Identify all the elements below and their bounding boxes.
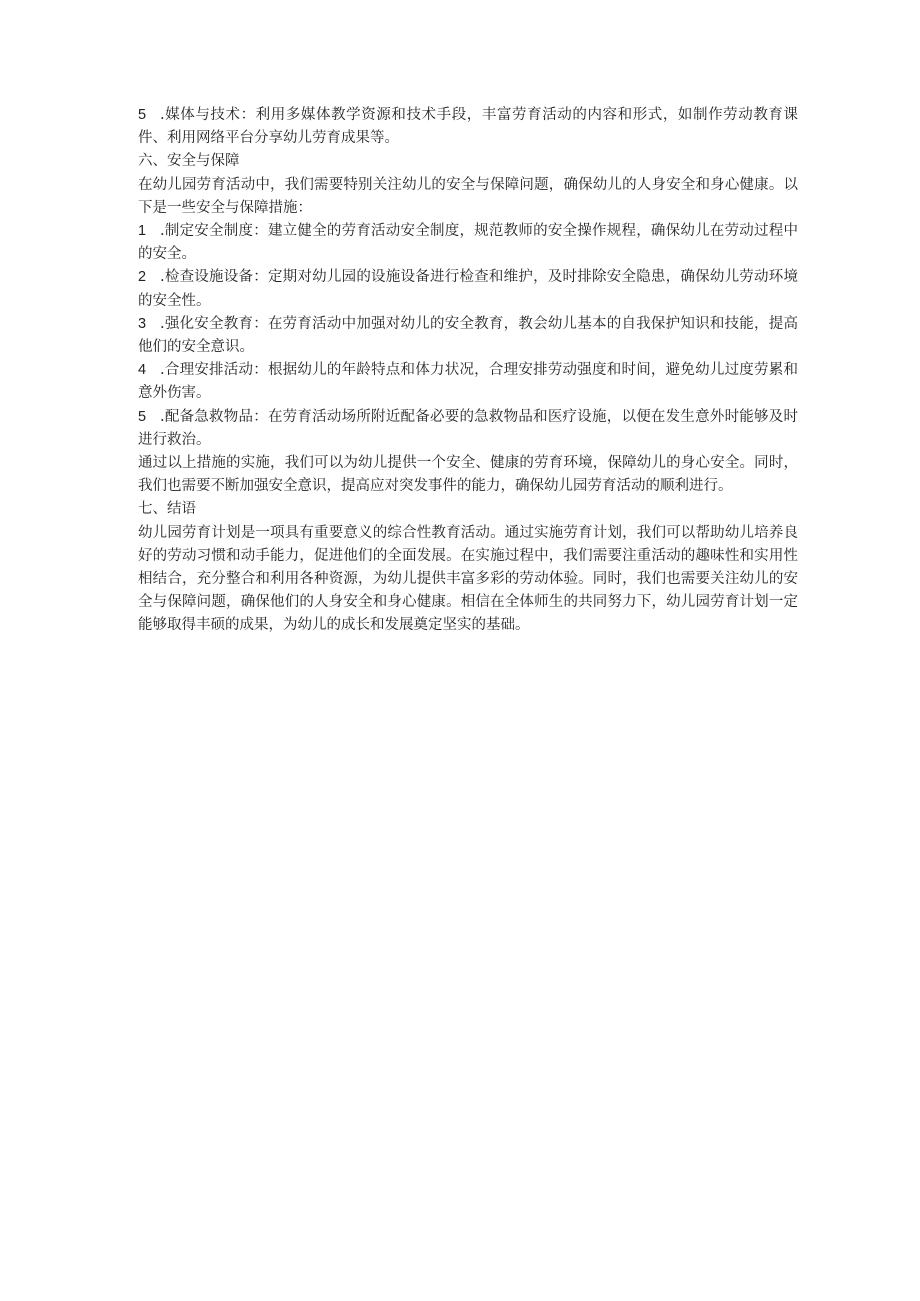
paragraph-text: .合理安排活动：根据幼儿的年龄特点和体力状况，合理安排劳动强度和时间，避免幼儿过度劳累和意外伤害。 (138, 362, 798, 402)
section-heading-safety: 六、安全与保障 (138, 153, 240, 170)
list-item-media-tech (138, 104, 798, 150)
list-item-facility-check (138, 266, 798, 312)
list-item-safety-education (138, 313, 798, 359)
list-item-safety-system (138, 220, 798, 266)
paragraph-text: .配备急救物品：在劳育活动场所附近配备必要的急救物品和医疗设施，以便在发生意外时能够及时进行救治。 (138, 408, 798, 448)
paragraph-text: .强化安全教育：在劳育活动中加强对幼儿的安全教育，教会幼儿基本的自我保护知识和技能，提高他们的安全意识。 (138, 315, 798, 356)
paragraph-text: .媒体与技术：利用多媒体教学资源和技术手段，丰富劳育活动的内容和形式，如制作劳动教育课件、利用网络平台分享幼儿劳育成果等。 (138, 107, 798, 147)
list-number: 4 (138, 362, 147, 379)
list-item-activity-arrangement (138, 359, 798, 405)
list-number: 5 (138, 107, 147, 123)
paragraph-text: .检查设施设备：定期对幼儿园的设施设备进行检查和维护，及时排除安全隐患，确保幼儿劳动环境的安全性。 (138, 269, 798, 309)
list-number: 1 (138, 223, 147, 240)
list-item-first-aid (138, 406, 798, 452)
paragraph-safety-summary: 通过以上措施的实施，我们可以为幼儿提供一个安全、健康的劳育环境，保障幼儿的身心安全。同时，我们也需要不断加强安全意识，提高应对突发事件的能力，确保幼儿园劳育活动的顺利进行。 (138, 455, 798, 495)
list-number: 2 (138, 269, 147, 286)
section-heading-conclusion: 七、结语 (138, 501, 196, 518)
paragraph-conclusion: 幼儿园劳育计划是一项具有重要意义的综合性教育活动。通过实施劳育计划，我们可以帮助幼儿培养良好的劳动习惯和动手能力，促进他们的全面发展。在实施过程中，我们需要注重活动的趣味性和实用性相结合，充分整合和利用各种资源，为幼儿提供丰富多彩的劳动体验。同时，我们也需要关注幼儿的安全与保障问题，确保他们的人身安全和身心健康。相信在全体师生的共同努力下，幼儿园劳育计划一定能够取得丰硕的成果，为幼儿的成长和发展奠定坚实的基础。 (138, 524, 798, 634)
document-body (138, 104, 798, 638)
paragraph-safety-intro: 在幼儿园劳育活动中，我们需要特别关注幼儿的安全与保障问题，确保幼儿的人身安全和身心健康。以下是一些安全与保障措施： (138, 176, 798, 216)
paragraph-text: .制定安全制度：建立健全的劳育活动安全制度，规范教师的安全操作规程，确保幼儿在劳动过程中的安全。 (138, 223, 798, 263)
list-number: 5 (138, 408, 147, 425)
list-number: 3 (138, 315, 147, 332)
